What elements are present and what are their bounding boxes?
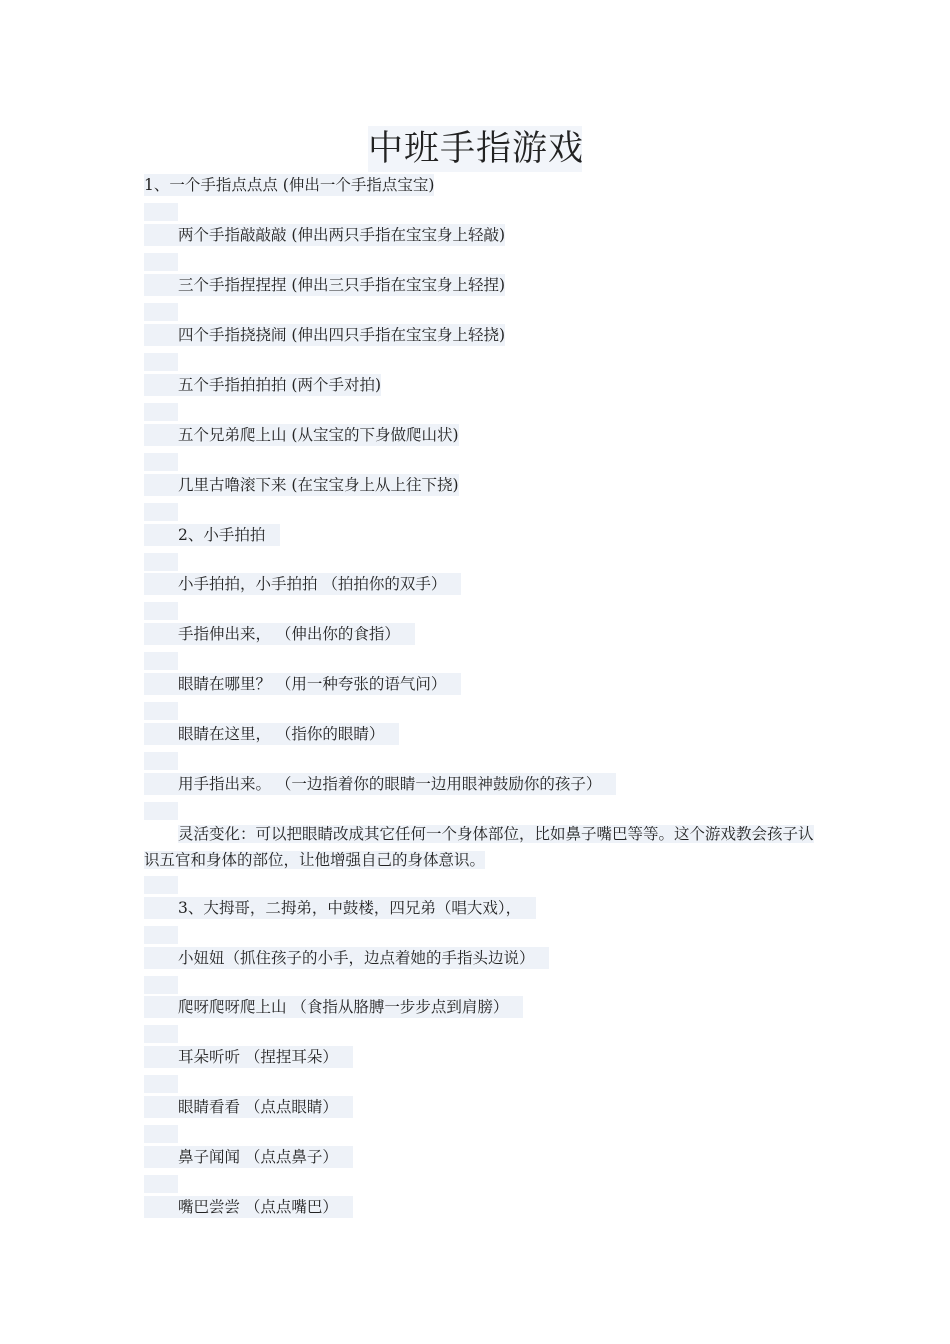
blank-line (144, 553, 178, 571)
blank-line (144, 453, 178, 471)
text-line: 五个兄弟爬上山 (从宝宝的下身做爬山状) (144, 424, 459, 446)
text-line: 眼睛看看 （点点眼睛） (144, 1096, 353, 1118)
blank-line (144, 652, 178, 670)
blank-line (144, 203, 178, 221)
variation-paragraph: 灵活变化：可以把眼睛改成其它任何一个身体部位，比如鼻子嘴巴等等。这个游戏教会孩子认识五官和身体的部位，让他增强自己的身体意识。 (144, 825, 814, 869)
blank-line (144, 976, 178, 994)
section-heading: 2、小手拍拍 (144, 524, 280, 546)
text-line: 小妞妞（抓住孩子的小手，边点着她的手指头边说） (144, 947, 549, 969)
text-line: 耳朵听听 （捏捏耳朵） (144, 1046, 353, 1068)
blank-line (144, 876, 178, 894)
blank-line (144, 1025, 178, 1043)
blank-line (144, 253, 178, 271)
text-line: 两个手指敲敲敲 (伸出两只手指在宝宝身上轻敲) (144, 224, 505, 246)
text-line: 四个手指挠挠闹 (伸出四只手指在宝宝身上轻挠) (144, 324, 505, 346)
blank-line (144, 303, 178, 321)
blank-line (144, 353, 178, 371)
text-line: 手指伸出来， （伸出你的食指） (144, 623, 415, 645)
text-line: 小手拍拍，小手拍拍 （拍拍你的双手） (144, 573, 461, 595)
blank-line (144, 503, 178, 521)
blank-line (144, 1175, 178, 1193)
blank-line (144, 926, 178, 944)
text-line: 眼睛在哪里？ （用一种夸张的语气问） (144, 673, 461, 695)
blank-line (144, 403, 178, 421)
text-line: 三个手指捏捏捏 (伸出三只手指在宝宝身上轻捏) (144, 274, 505, 296)
text-line: 几里古噜滚下来 (在宝宝身上从上往下挠) (144, 474, 459, 496)
text-line: 用手指出来。 （一边指着你的眼睛一边用眼神鼓励你的孩子） (144, 773, 616, 795)
text-line: 鼻子闻闻 （点点鼻子） (144, 1146, 353, 1168)
blank-line (144, 802, 178, 820)
blank-line (144, 1075, 178, 1093)
blank-line (144, 702, 178, 720)
text-line: 五个手指拍拍拍 (两个手对拍) (144, 374, 381, 396)
text-line: 1、一个手指点点点 (伸出一个手指点宝宝) (144, 176, 435, 194)
blank-line (144, 752, 178, 770)
blank-line (144, 1125, 178, 1143)
blank-line (144, 602, 178, 620)
text-line: 嘴巴尝尝 （点点嘴巴） (144, 1196, 353, 1218)
document-title: 中班手指游戏 (368, 126, 582, 172)
text-line: 爬呀爬呀爬上山 （食指从胳膊一步步点到肩膀） (144, 996, 523, 1018)
text-line: 眼睛在这里， （指你的眼睛） (144, 723, 399, 745)
section-heading: 3、大拇哥，二拇弟，中鼓楼，四兄弟（唱大戏）， (144, 897, 536, 919)
